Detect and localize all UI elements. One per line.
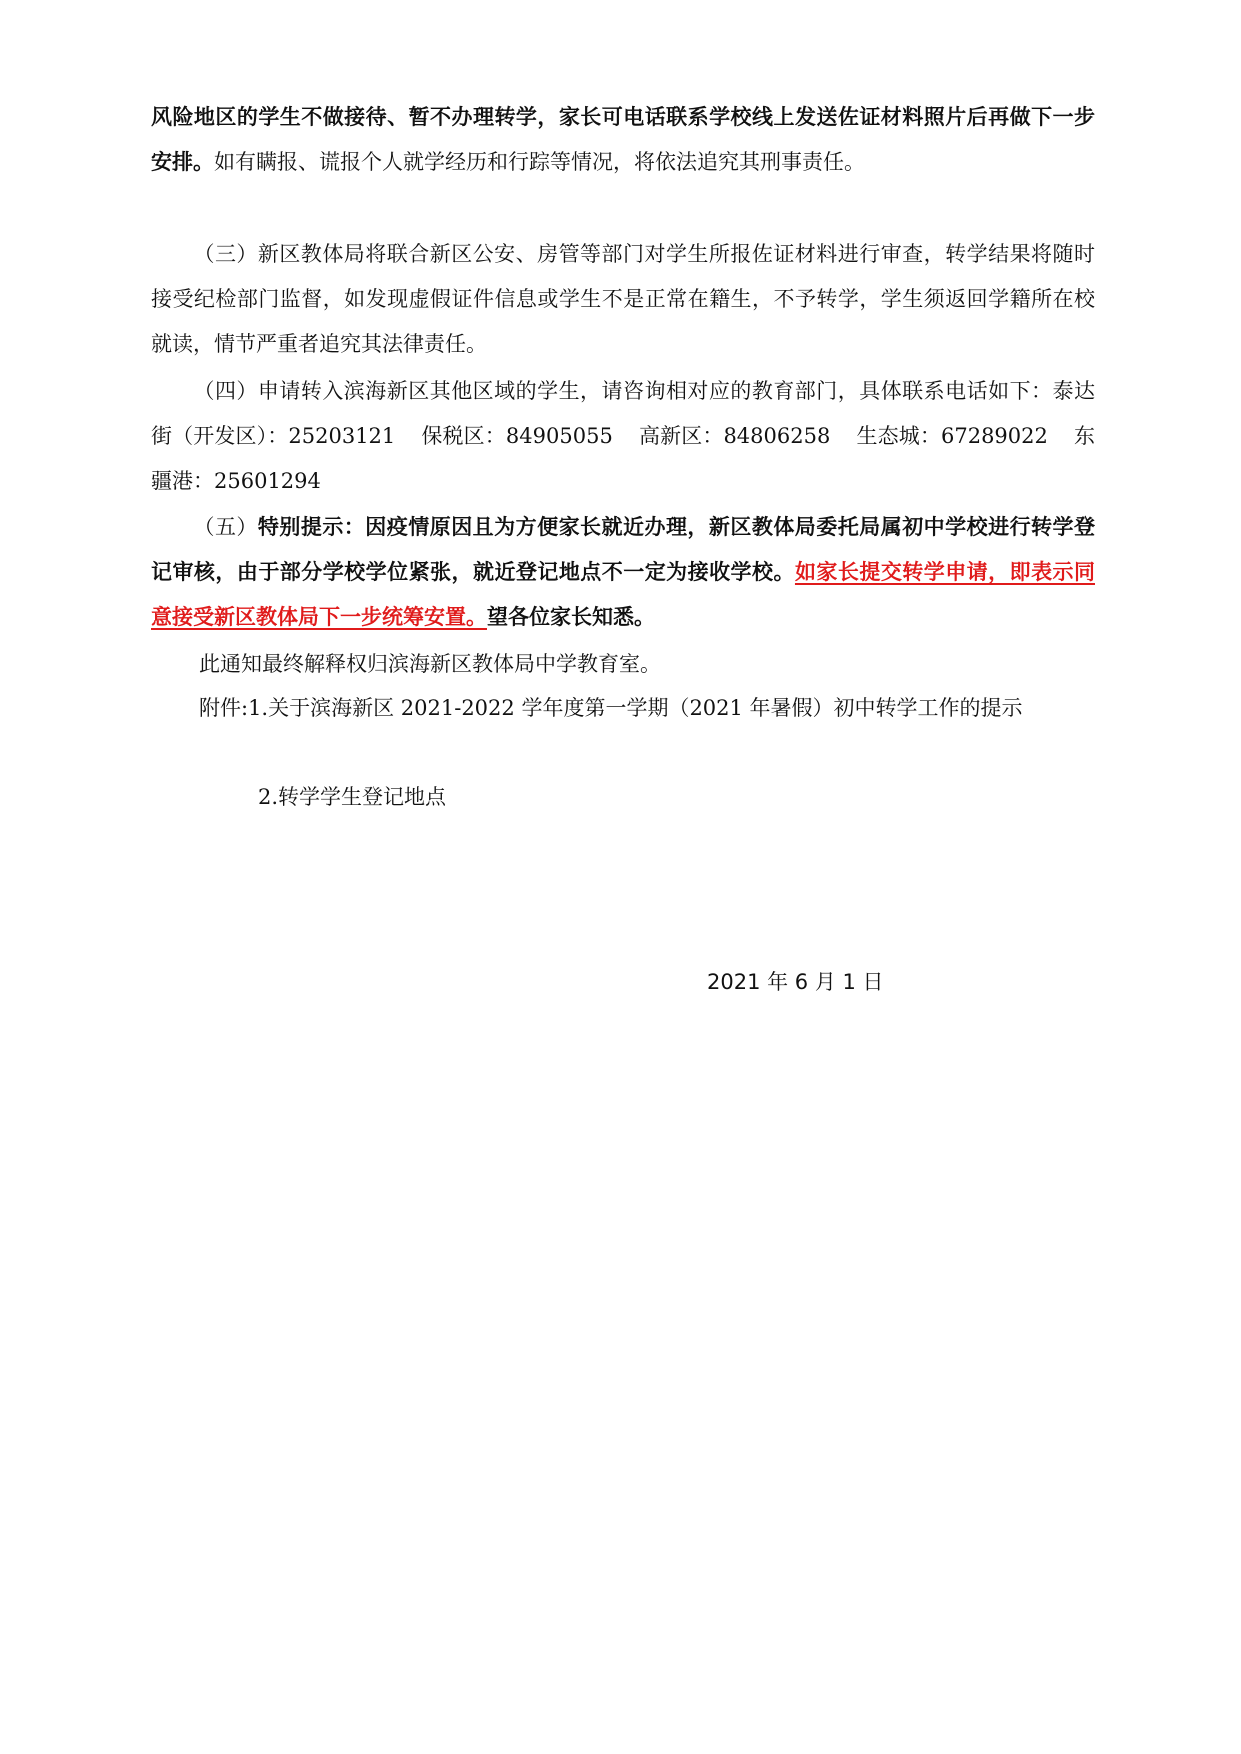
consent-notice-text: 如家长提交转学申请，即表示同意接受新区教体局下一步统筹安置。 <box>151 560 1095 629</box>
paragraph-four <box>151 369 1095 504</box>
contact-high-tech-zone: 高新区：84806258 <box>638 424 831 448</box>
attachment-two <box>258 775 858 820</box>
contact-taida: 泰达街（开发区）：25203121 <box>151 379 1096 448</box>
attachment-one-text: 附件:1.关于滨海新区 2021-2022 学年度第一学期（2021 年暑假）初中转学工作的提示 <box>199 696 1023 720</box>
contact-bonded-zone: 保税区：84905055 <box>421 424 613 448</box>
paragraph-three <box>151 232 1095 367</box>
paragraph-three-text: （三）新区教体局将联合新区公安、房管等部门对学生所报佐证材料进行审查，转学结果将随时接受纪检部门监督，如发现虚假证件信息或学生不是正常在籍生，不予转学，学生须返回学籍所在校就读，情节严重者追究其法律责任。 <box>151 242 1095 356</box>
interpretation-text: 此通知最终解释权归滨海新区教体局中学教育室。 <box>199 652 661 676</box>
paragraph-five <box>151 505 1095 640</box>
contact-dongjiang-port: 东疆港：25601294 <box>151 424 1096 493</box>
attachment-two-text: 2.转学学生登记地点 <box>258 785 447 809</box>
special-notice-text: 特别提示：因疫情原因且为方便家长就近办理，新区教体局委托局属初中学校进行转学登记审核，由于部分学校学位紧张，就近登记地点不一定为接收学校。 <box>151 515 1095 584</box>
risk-area-text: 如有瞒报、谎报个人就学经历和行踪等情况，将依法追究其刑事责任。 <box>214 150 865 174</box>
paragraph-risk-area <box>151 95 1095 185</box>
paragraph-five-label: （五） <box>193 515 258 539</box>
closing-notice-text: 望各位家长知悉。 <box>487 605 655 629</box>
paragraph-four-intro: （四）申请转入滨海新区其他区域的学生，请咨询相对应的教育部门，具体联系电话如下： <box>193 379 1053 403</box>
risk-area-bold-text: 风险地区的学生不做接待、暂不办理转学，家长可电话联系学校线上发送佐证材料照片后再做下一步安排。 <box>151 105 1095 174</box>
paragraph-interpretation <box>151 642 1095 687</box>
document-date: 2021 年 6 月 1 日 <box>707 970 884 994</box>
attachment-one <box>151 686 1095 731</box>
contact-eco-city: 生态城：67289022 <box>856 424 1048 448</box>
